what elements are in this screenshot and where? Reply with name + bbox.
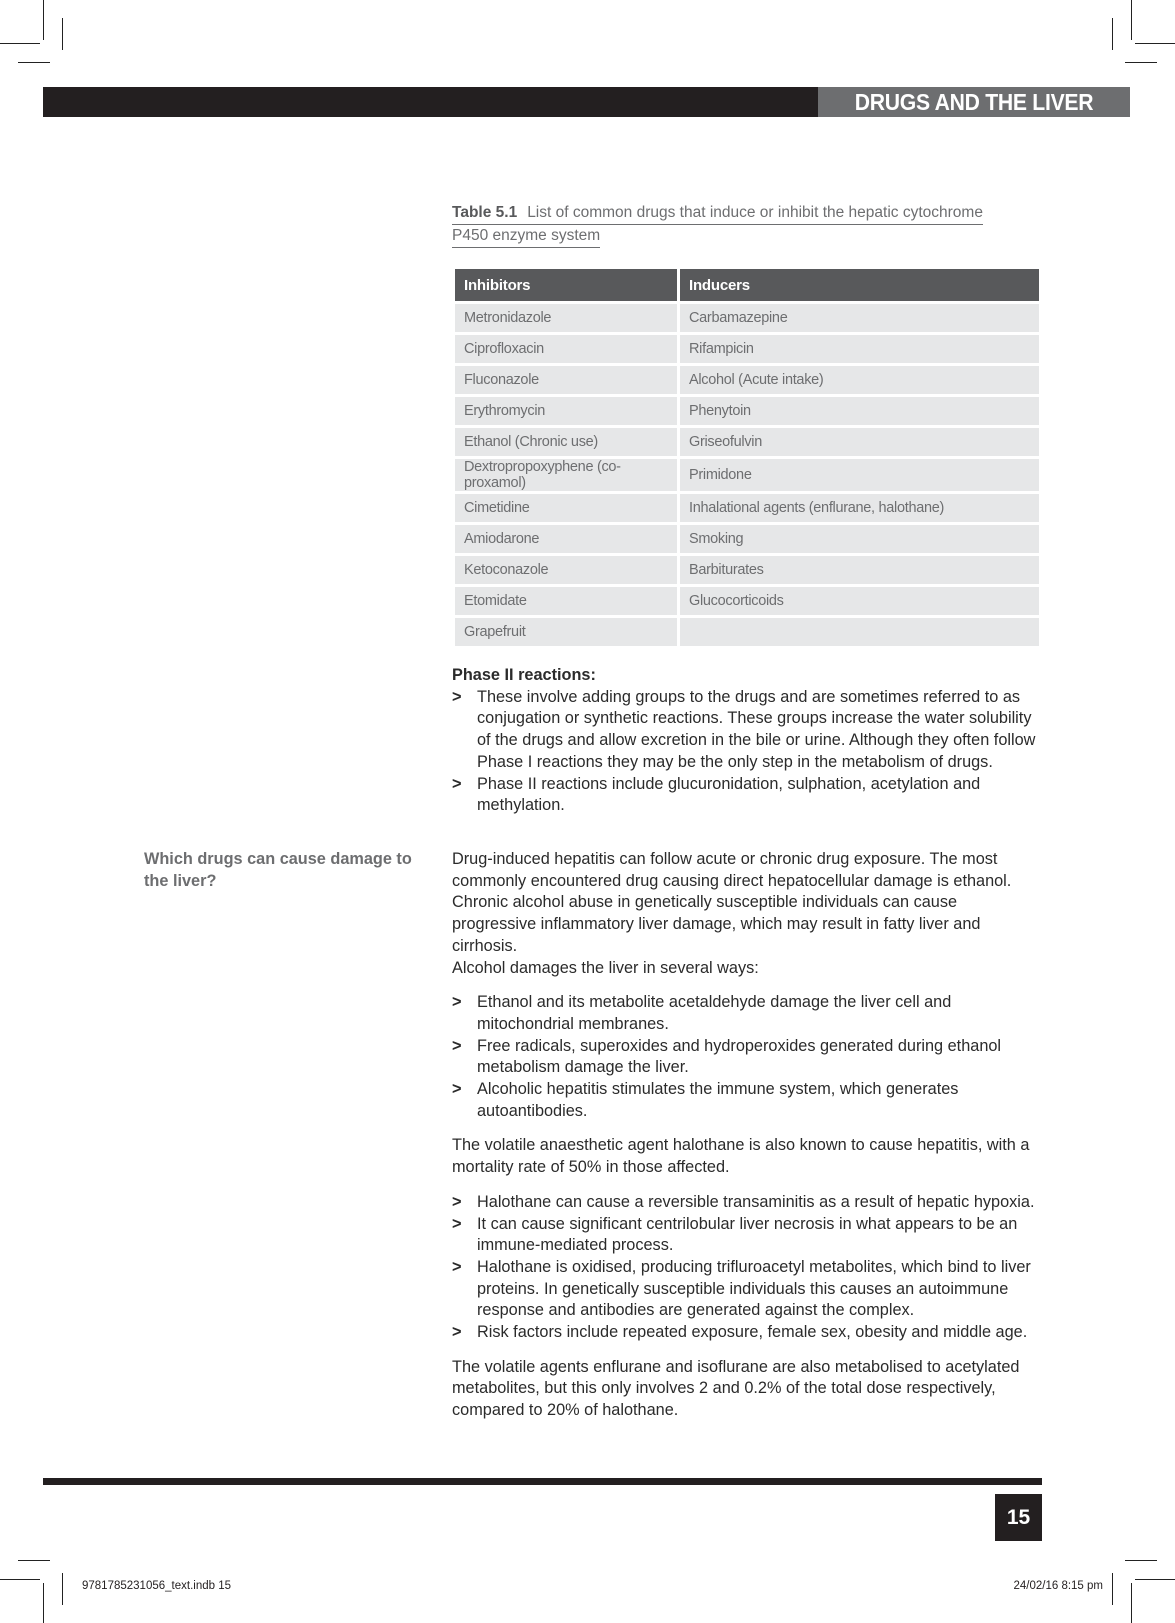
list-item — [452, 1036, 1042, 1079]
paragraph: The volatile agents enflurane and isoflurane are also metabolised to acetylated metabolites, but this only involves 2 and 0.2% of the total dose respectively, compared to 20% of halothane. — [452, 1357, 1020, 1420]
table-row — [455, 587, 1039, 615]
table-cell: Glucocorticoids — [680, 587, 1039, 615]
crop-mark — [1131, 1583, 1132, 1623]
crop-mark — [1135, 43, 1175, 44]
table-row — [455, 618, 1039, 646]
crop-mark — [1112, 1573, 1113, 1605]
table-cell: Dextropropoxyphene (co-proxamol) — [455, 459, 677, 491]
list-item — [452, 1214, 1042, 1257]
bullet-marker: > — [452, 774, 462, 793]
table-cell: Cimetidine — [455, 494, 677, 522]
list-item-text: Halothane is oxidised, producing trifluroacetyl metabolites, which bind to liver proteins. In genetically susceptible individuals this causes an autoimmune response and antibodies are generated against the complex. — [477, 1257, 1031, 1320]
crop-mark — [62, 1573, 63, 1605]
column-header-inducers: Inducers — [680, 269, 1039, 301]
crop-mark — [0, 1579, 40, 1580]
bullet-marker: > — [452, 1192, 462, 1211]
table-cell: Phenytoin — [680, 397, 1039, 425]
table-cell: Grapefruit — [455, 618, 677, 646]
table-cell: Alcohol (Acute intake) — [680, 366, 1039, 394]
table-cell: Griseofulvin — [680, 428, 1039, 456]
paragraph: Alcohol damages the liver in several ways: — [452, 958, 759, 977]
bullet-marker: > — [452, 1080, 462, 1099]
bullet-marker: > — [452, 687, 462, 706]
bullet-marker: > — [452, 1036, 462, 1055]
table-cell: Ethanol (Chronic use) — [455, 428, 677, 456]
bullet-marker: > — [452, 1323, 462, 1342]
table-cell: Erythromycin — [455, 397, 677, 425]
list-item — [452, 1322, 1042, 1344]
list-item — [452, 687, 1042, 774]
list-item-text: Alcoholic hepatitis stimulates the immune system, which generates autoantibodies. — [477, 1080, 959, 1120]
bullet-marker: > — [452, 1214, 462, 1233]
footer-rule — [43, 1478, 1042, 1485]
caption-line-1: List of common drugs that induce or inhibit the hepatic cytochrome — [527, 204, 983, 221]
crop-mark — [43, 0, 44, 40]
list-item-text: Halothane can cause a reversible transaminitis as a result of hepatic hypoxia. — [477, 1192, 1035, 1211]
list-item-text: Ethanol and its metabolite acetaldehyde damage the liver cell and mitochondrial membranes. — [477, 993, 952, 1033]
table-cell — [680, 618, 1039, 646]
page-number: 15 — [995, 1494, 1042, 1541]
table-row — [455, 459, 1039, 491]
table-cell: Etomidate — [455, 587, 677, 615]
table-row — [455, 428, 1039, 456]
chapter-title: DRUGS AND THE LIVER — [854, 89, 1094, 115]
crop-mark — [62, 18, 63, 50]
liver-damage-section — [452, 849, 1042, 1422]
table-row — [455, 494, 1039, 522]
table-cell: Carbamazepine — [680, 304, 1039, 332]
phase2-list — [452, 687, 1042, 817]
side-heading: Which drugs can cause damage to the liver? — [144, 850, 412, 890]
phase2-heading: Phase II reactions: — [452, 666, 596, 684]
drug-table — [452, 266, 1042, 649]
caption-line-2: P450 enzyme system — [452, 225, 600, 248]
phase2-block — [452, 665, 1042, 817]
table-row — [455, 335, 1039, 363]
table-row — [455, 397, 1039, 425]
crop-mark — [18, 62, 50, 63]
halothane-list — [452, 1192, 1042, 1344]
list-item-text: Free radicals, superoxides and hydroperoxides generated during ethanol metabolism damage the liver. — [477, 1036, 1002, 1077]
table-cell: Inhalational agents (enflurane, halothane) — [680, 494, 1039, 522]
crop-mark — [1112, 18, 1113, 50]
slug-filename: 9781785231056_text.indb 15 — [82, 1580, 232, 1592]
list-item-text: Phase II reactions include glucuronidation, sulphation, acetylation and methylation. — [477, 774, 981, 815]
table-cell: Amiodarone — [455, 525, 677, 553]
table-cell: Barbiturates — [680, 556, 1039, 584]
column-header-inhibitors: Inhibitors — [455, 269, 677, 301]
crop-mark — [1131, 0, 1132, 40]
table-cell: Metronidazole — [455, 304, 677, 332]
table-cell: Rifampicin — [680, 335, 1039, 363]
table-cell: Fluconazole — [455, 366, 677, 394]
table-cell: Smoking — [680, 525, 1039, 553]
alcohol-list — [452, 992, 1042, 1122]
crop-mark — [1125, 1560, 1157, 1561]
table-cell: Ciprofloxacin — [455, 335, 677, 363]
list-item — [452, 1079, 1042, 1122]
list-item — [452, 1192, 1042, 1214]
crop-mark — [0, 43, 40, 44]
list-item — [452, 774, 1042, 817]
paragraph: The volatile anaesthetic agent halothane is also known to cause hepatitis, with a mortality rate of 50% in those affected. — [452, 1136, 1030, 1177]
table-cell: Primidone — [680, 459, 1039, 491]
table-row — [455, 525, 1039, 553]
list-item — [452, 992, 1042, 1035]
crop-mark — [1135, 1579, 1175, 1580]
list-item-text: These involve adding groups to the drugs and are sometimes referred to as conjugation or synthetic reactions. These groups increase the water solubility of the drugs and allow excretion in the bile or urine. Although they often follow Phase I reactions they may be the only step in the metabolism of drugs. — [477, 687, 1036, 771]
table-caption — [452, 202, 1032, 248]
paragraph: Drug-induced hepatitis can follow acute or chronic drug exposure. The most commonly encountered drug causing direct hepatocellular damage is ethanol. Chronic alcohol abuse in genetically susceptible individuals can cause progressive inflammatory liver damage, which may result in fatty liver and cirrhosis. — [452, 850, 1012, 955]
table-row — [455, 556, 1039, 584]
table-header-row — [455, 269, 1039, 301]
table-label: Table 5.1 — [452, 204, 518, 221]
list-item-text: Risk factors include repeated exposure, female sex, obesity and middle age. — [477, 1323, 1028, 1342]
crop-mark — [1125, 62, 1157, 63]
bullet-marker: > — [452, 1257, 462, 1276]
slug-timestamp: 24/02/16 8:15 pm — [1013, 1580, 1103, 1592]
table-row — [455, 304, 1039, 332]
table-cell: Ketoconazole — [455, 556, 677, 584]
list-item-text: It can cause significant centrilobular liver necrosis in what appears to be an immune-mediated process. — [477, 1214, 1018, 1255]
bullet-marker: > — [452, 993, 462, 1012]
table-row — [455, 366, 1039, 394]
crop-mark — [18, 1560, 50, 1561]
crop-mark — [43, 1583, 44, 1623]
list-item — [452, 1257, 1042, 1322]
